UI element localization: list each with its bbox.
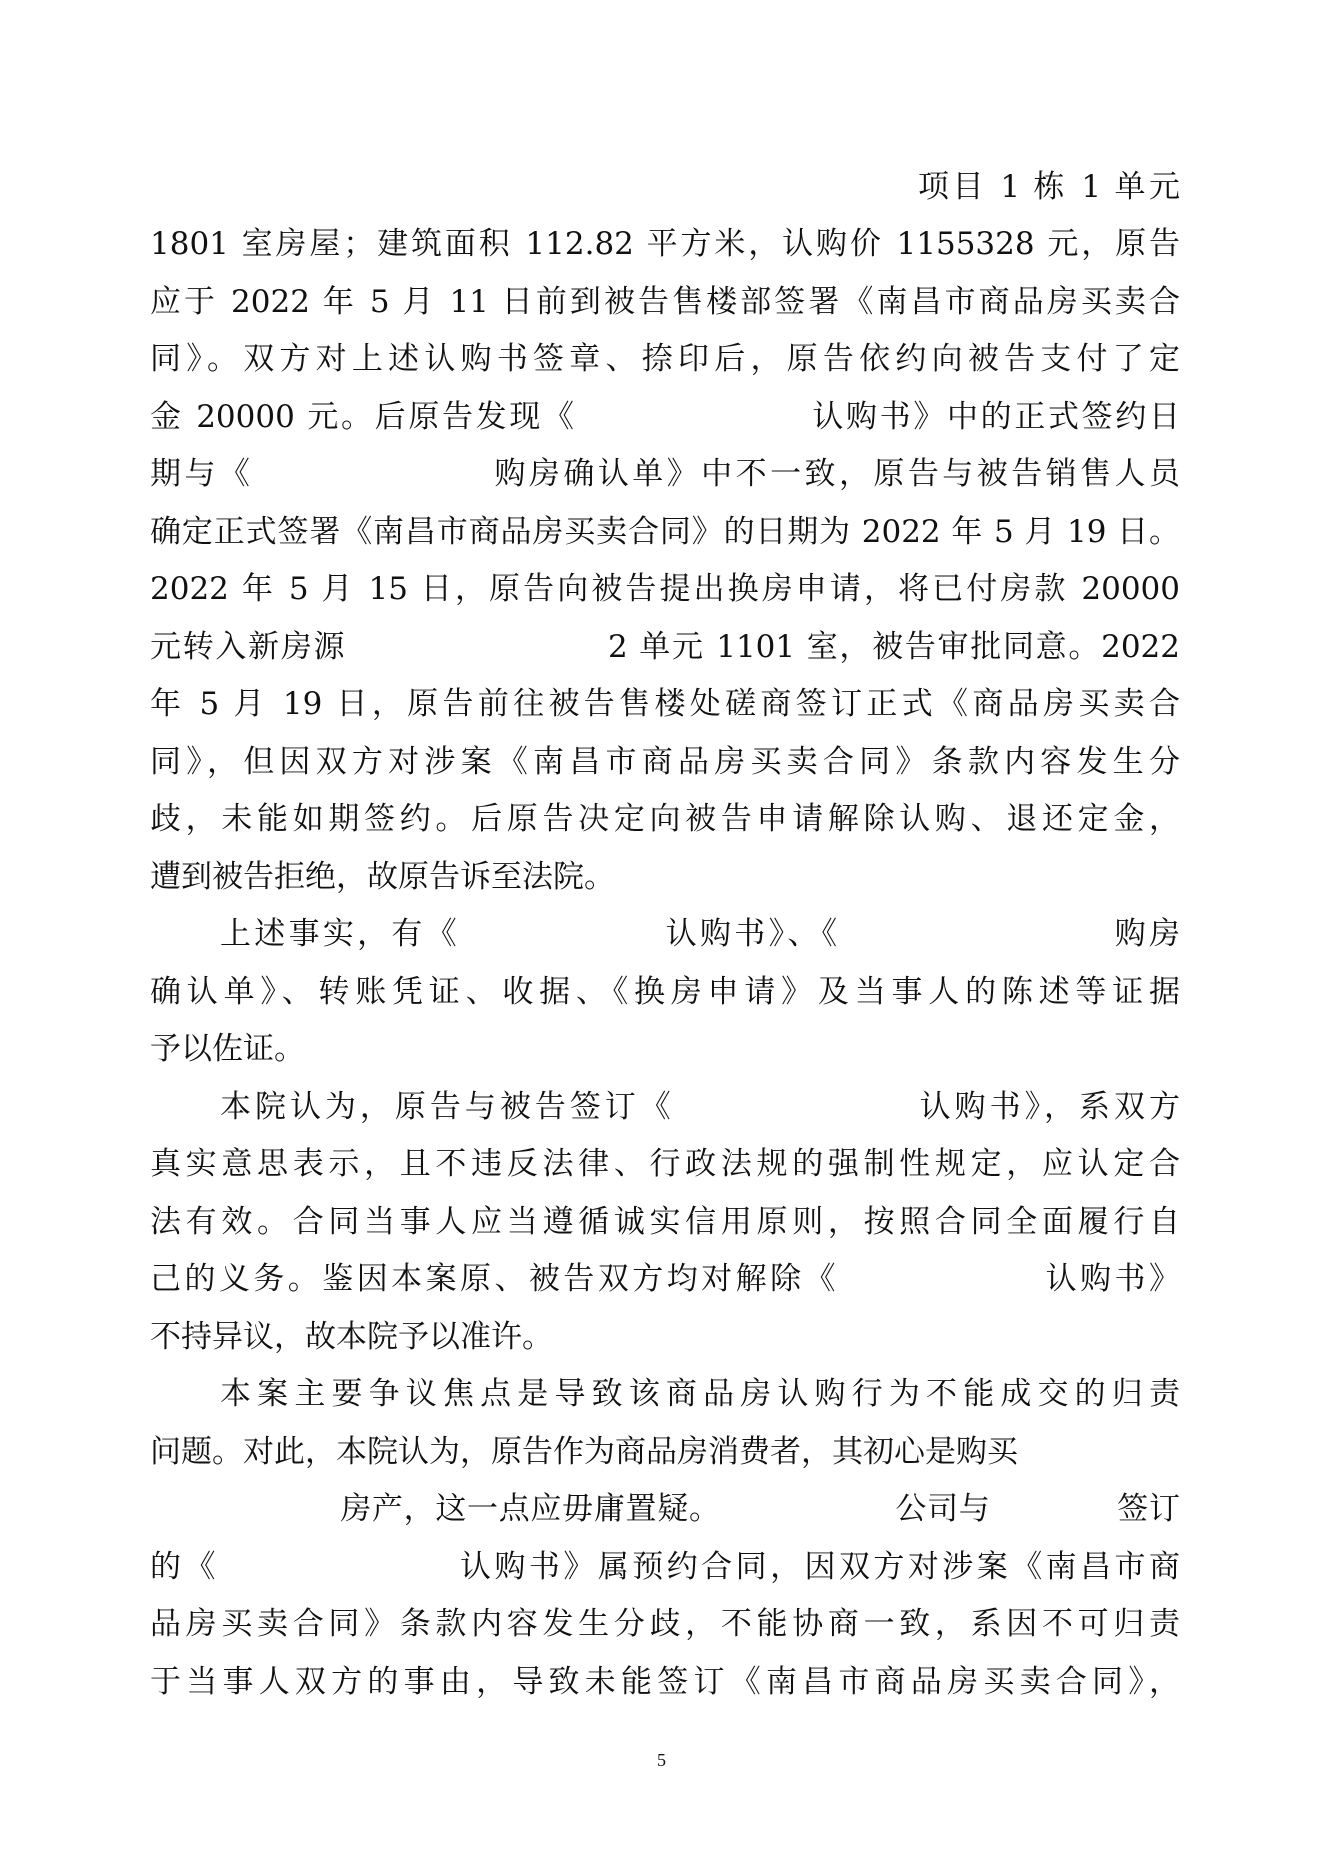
- text-line: 项目 1 栋 1 单元: [918, 169, 1180, 205]
- text-line: 歧，未能如期签约。后原告决定向被告申请解除认购、退还定金，: [150, 801, 1180, 837]
- text-line: 同》。双方对上述认购书签章、捺印后，原告依约向被告支付了定: [150, 341, 1180, 377]
- text-line: 确定正式签署《南昌市商品房买卖合同》的日期为 2022 年 5 月 19 日。: [150, 514, 1180, 550]
- text-line: 金 20000 元。后原告发现《 认购书》中的正式签约日: [150, 399, 1180, 435]
- text-line: 品房买卖合同》条款内容发生分歧，不能协商一致，系因不可归责: [150, 1606, 1180, 1642]
- text-line: 2022 年 5 月 15 日，原告向被告提出换房申请，将已付房款 20000: [150, 571, 1180, 607]
- text-line: 上述事实，有《 认购书》、《 购房: [220, 916, 1180, 952]
- text-line: 房产，这一点应毋庸置疑。 公司与 签订: [150, 1491, 1180, 1527]
- text-line: 不持异议，故本院予以准许。: [150, 1319, 553, 1355]
- text-line: 真实意思表示，且不违反法律、行政法规的强制性规定，应认定合: [150, 1146, 1180, 1182]
- text-line: 元转入新房源 2 单元 1101 室，被告审批同意。2022: [150, 629, 1180, 665]
- text-line: 期与《 购房确认单》中不一致，原告与被告销售人员: [150, 456, 1180, 492]
- text-line: 问题。对此，本院认为，原告作为商品房消费者，其初心是购买: [150, 1434, 1018, 1470]
- page-number: 5: [657, 1750, 666, 1770]
- text-line: 己的义务。鉴因本案原、被告双方均对解除《 认购书》: [150, 1261, 1180, 1297]
- text-line: 本院认为，原告与被告签订《 认购书》，系双方: [220, 1089, 1180, 1125]
- text-line: 于当事人双方的事由，导致未能签订《南昌市商品房买卖合同》，: [150, 1664, 1180, 1700]
- text-line: 本案主要争议焦点是导致该商品房认购行为不能成交的归责: [220, 1376, 1180, 1412]
- text-line: 1801 室房屋；建筑面积 112.82 平方米，认购价 1155328 元，原告: [150, 226, 1180, 262]
- text-line: 年 5 月 19 日，原告前往被告售楼处磋商签订正式《商品房买卖合: [150, 686, 1180, 722]
- text-line: 同》，但因双方对涉案《南昌市商品房买卖合同》条款内容发生分: [150, 744, 1180, 780]
- text-line: 予以佐证。: [150, 1031, 305, 1067]
- text-line: 确认单》、转账凭证、收据、《换房申请》及当事人的陈述等证据: [150, 974, 1180, 1010]
- text-line: 法有效。合同当事人应当遵循诚实信用原则，按照合同全面履行自: [150, 1204, 1180, 1240]
- text-line: 应于 2022 年 5 月 11 日前到被告售楼部签署《南昌市商品房买卖合: [150, 284, 1180, 320]
- text-line: 遭到被告拒绝，故原告诉至法院。: [150, 859, 615, 895]
- text-line: 的《 认购书》属预约合同，因双方对涉案《南昌市商: [150, 1549, 1180, 1585]
